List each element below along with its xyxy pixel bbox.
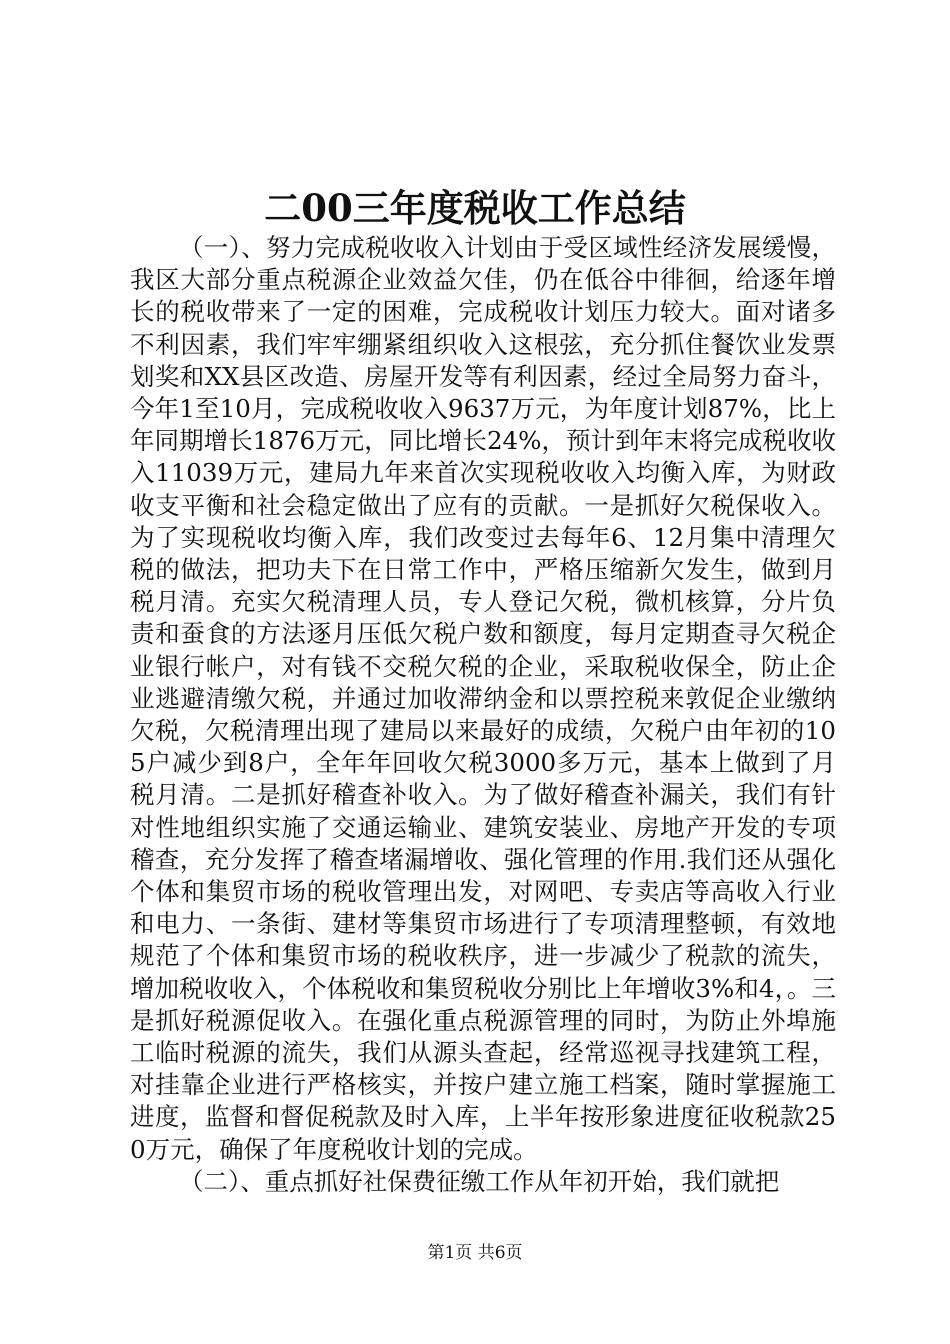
paragraph-1: （一）、努力完成税收收入计划由于受区域性经济发展缓慢，我区大部分重点税源企业效益欠佳，仍在低谷中徘徊，给逐年增长的税收带来了一定的困难，完成税收计划压力较大。面对诸多不利因素，我们牢牢绷紧组织收入这根弦，充分抓住餐饮业发票划奖和XX县区改造、房屋开发等有利因素，经过全局努力奋斗，今年1至10月，完成税收收入9637万元，为年度计划87%，比上年同期增长1876万元，同比增长24%，预计到年末将完成税收收入11039万元，建局九年来首次实现税收收入均衡入库，为财政收支平衡和社会稳定做出了应有的贡献。一是抓好欠税保收入。为了实现税收均衡入库，我们改变过去每年6、12月集中清理欠税的做法，把功夫下在日常工作中，严格压缩新欠发生，做到月税月清。充实欠税清理人员，专人登记欠税，微机核算，分片负责和蚕食的方法逐月压低欠税户数和额度，每月定期查寻欠税企业银行帐户，对有钱不交税欠税的企业，采取税收保全，防止企业逃避清缴欠税，并通过加收滞纳金和以票控税来敦促企业缴纳欠税，欠税清理出现了建局以来最好的成绩，欠税户由年初的105户减少到8户，全年年回收欠税3000多万元，基本上做到了月税月清。二是抓好稽查补收入。为了做好稽查补漏关，我们有针对性地组织实施了交通运输业、建筑安装业、房地产开发的专项稽查，充分发挥了稽查堵漏增收、强化管理的作用.我们还从强化个体和集贸市场的税收管理出发，对网吧、专卖店等高收入行业和电力、一条街、建材等集贸市场进行了专项清理整顿，有效地规范了个体和集贸市场的税收秩序，进一步减少了税款的流失，增加税收收入，个体税收和集贸税收分别比上年增收3%和4，。三是抓好税源促收入。在强化重点税源管理的同时，为防止外埠施工临时税源的流失，我们从源头查起，经常巡视寻找建筑工程，对挂靠企业进行严格核实，并按户建立施工档案，随时掌握施工进度，监督和督促税款及时入库，上半年按形象进度征收税款250万元，确保了年度税收计划的完成。 (130, 233, 836, 1164)
document-title: 二00三年度税收工作总结 (264, 186, 686, 230)
page-footer: 第1页 共6页 (427, 1243, 523, 1263)
document-body (130, 232, 836, 1198)
paragraph-2: （二）、重点抓好社保费征缴工作从年初开始，我们就把 (179, 1166, 780, 1196)
